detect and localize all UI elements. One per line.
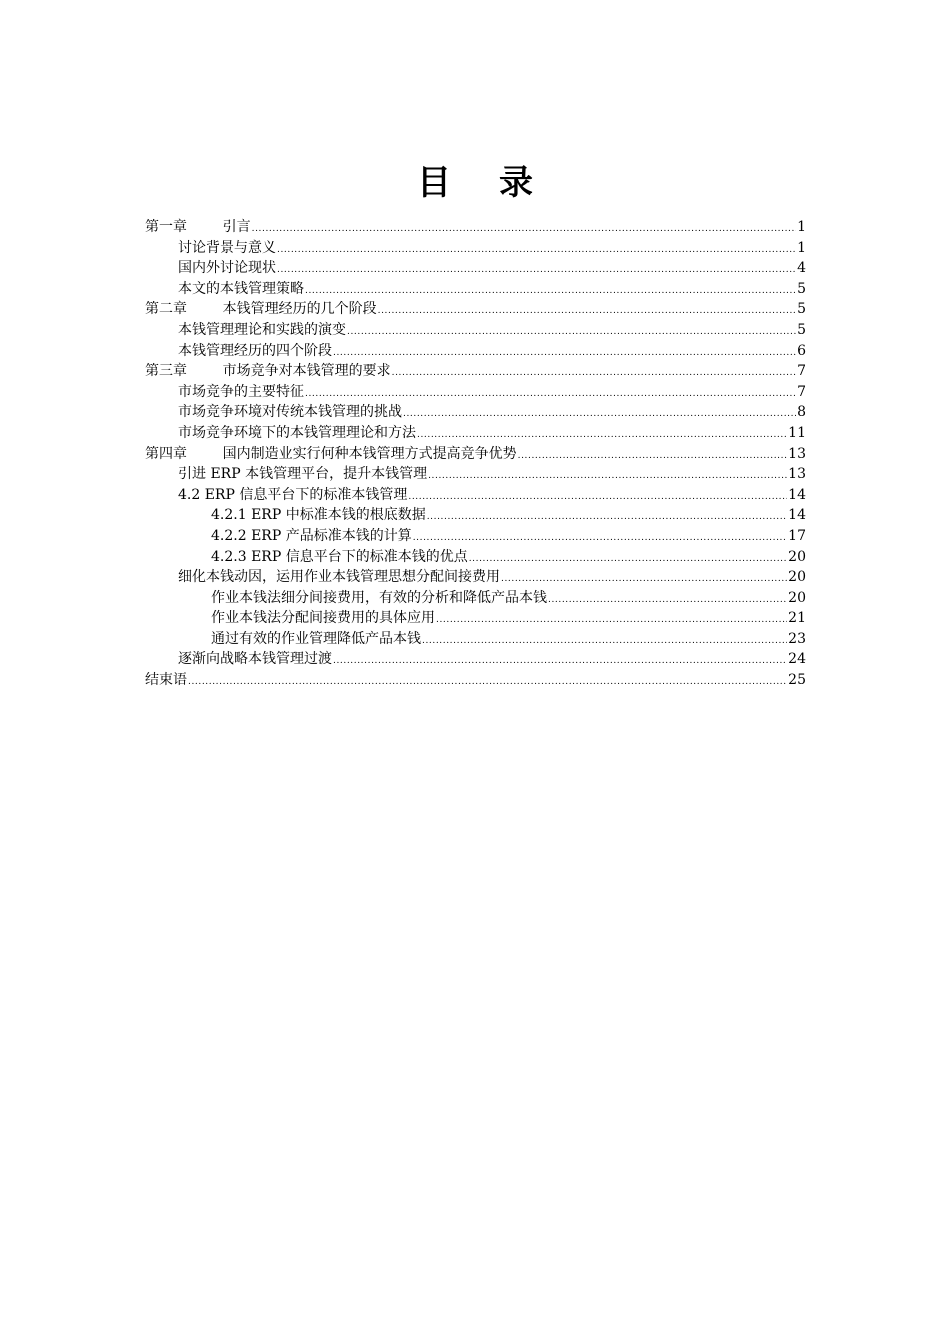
toc-section-entry[interactable] — [145, 649, 806, 670]
toc-page-number: 5 — [797, 301, 806, 318]
toc-entry-title: 逐渐向战略本钱管理过渡 — [178, 651, 332, 668]
toc-entry-title: 通过有效的作业管理降低产品本钱 — [211, 630, 421, 647]
toc-dot-leader — [417, 425, 787, 446]
toc-page-number: 13 — [788, 445, 806, 462]
toc-entry-title: 4.2.2 ERP 产品标准本钱的计算 — [211, 527, 412, 544]
toc-dot-leader — [392, 363, 796, 384]
toc-page-number: 23 — [788, 630, 806, 647]
toc-subsection-entry[interactable] — [145, 547, 806, 568]
toc-chapter-entry[interactable] — [145, 361, 806, 382]
toc-entry-title: 本钱管理经历的四个阶段 — [178, 342, 332, 359]
toc-page-number: 14 — [788, 486, 806, 503]
toc-entry-title: 国内外讨论现状 — [178, 260, 276, 277]
toc-entry-title: 引进 ERP 本钱管理平台，提升本钱管理 — [178, 466, 428, 483]
toc-page-number: 7 — [797, 363, 806, 380]
toc-page-number: 5 — [797, 280, 806, 297]
toc-dot-leader — [408, 487, 787, 508]
toc-entry-title: 作业本钱法细分间接费用，有效的分析和降低产品本钱 — [211, 589, 547, 606]
toc-page-number: 5 — [797, 321, 806, 338]
toc-entry-title: 本钱管理理论和实践的演变 — [178, 321, 346, 338]
toc-entry-title: 市场竞争环境对传统本钱管理的挑战 — [178, 404, 402, 421]
toc-dot-leader — [422, 631, 787, 652]
toc-entry-title: 第三章 市场竞争对本钱管理的要求 — [145, 363, 391, 380]
toc-page-number: 11 — [788, 424, 806, 441]
toc-subsection-entry[interactable] — [145, 608, 806, 629]
toc-entry-title: 4.2.1 ERP 中标准本钱的根底数据 — [211, 507, 426, 524]
toc-section-entry[interactable] — [145, 382, 806, 403]
toc-page-number: 8 — [797, 404, 806, 421]
toc-entry-title: 4.2 ERP 信息平台下的标准本钱管理 — [178, 486, 408, 503]
toc-entry-title: 4.2.3 ERP 信息平台下的标准本钱的优点 — [211, 548, 468, 565]
toc-page-number: 17 — [788, 527, 806, 544]
toc-dot-leader — [469, 549, 787, 570]
toc-dot-leader — [277, 260, 796, 281]
toc-subsection-entry[interactable] — [145, 629, 806, 650]
toc-dot-leader — [305, 384, 796, 405]
toc-dot-leader — [277, 240, 796, 261]
toc-dot-leader — [518, 446, 788, 467]
toc-page-number: 21 — [788, 610, 806, 627]
toc-entry-title: 市场竞争环境下的本钱管理理论和方法 — [178, 424, 416, 441]
toc-section-entry[interactable] — [145, 485, 806, 506]
toc-page-number: 20 — [788, 589, 806, 606]
toc-page-number: 6 — [797, 342, 806, 359]
toc-page-number: 4 — [797, 260, 806, 277]
toc-page-number: 7 — [797, 383, 806, 400]
toc-page-number: 14 — [788, 507, 806, 524]
toc-dot-leader — [347, 322, 796, 343]
toc-dot-leader — [501, 569, 787, 590]
toc-page-number: 13 — [788, 466, 806, 483]
toc-entry-title: 讨论背景与意义 — [178, 239, 276, 256]
toc-entry-title: 本文的本钱管理策略 — [178, 280, 304, 297]
toc-subsection-entry[interactable] — [145, 526, 806, 547]
toc-page-number: 20 — [788, 569, 806, 586]
toc-chapter-entry[interactable] — [145, 670, 806, 691]
toc-section-entry[interactable] — [145, 238, 806, 259]
toc-page-number: 24 — [788, 651, 806, 668]
toc-section-entry[interactable] — [145, 258, 806, 279]
page-title: 目录 — [417, 162, 581, 203]
toc-dot-leader — [413, 528, 787, 549]
toc-dot-leader — [428, 466, 787, 487]
toc-section-entry[interactable] — [145, 341, 806, 362]
toc-chapter-entry[interactable] — [145, 217, 806, 238]
toc-dot-leader — [188, 672, 787, 693]
toc-dot-leader — [378, 301, 796, 322]
toc-page-number: 20 — [788, 548, 806, 565]
toc-dot-leader — [436, 610, 787, 631]
toc-chapter-entry[interactable] — [145, 299, 806, 320]
toc-dot-leader — [333, 343, 796, 364]
toc-page-number: 25 — [788, 672, 806, 689]
toc-entry-title: 细化本钱动因，运用作业本钱管理思想分配间接费用 — [178, 569, 500, 586]
toc-section-entry[interactable] — [145, 279, 806, 300]
toc-entry-title: 第一章 引言 — [145, 219, 251, 235]
toc-dot-leader — [333, 651, 787, 672]
toc-dot-leader — [427, 507, 787, 528]
toc-section-entry[interactable] — [145, 423, 806, 444]
toc-entry-title: 市场竞争的主要特征 — [178, 383, 304, 400]
toc-section-entry[interactable] — [145, 402, 806, 423]
toc-page-number: 1 — [797, 239, 806, 256]
toc-entry-title: 作业本钱法分配间接费用的具体应用 — [211, 610, 435, 627]
table-of-contents — [145, 217, 806, 691]
toc-section-entry[interactable] — [145, 464, 806, 485]
toc-subsection-entry[interactable] — [145, 588, 806, 609]
toc-section-entry[interactable] — [145, 567, 806, 588]
toc-section-entry[interactable] — [145, 320, 806, 341]
toc-page-number: 1 — [797, 219, 806, 235]
toc-entry-title: 第四章 国内制造业实行何种本钱管理方式提高竞争优势 — [145, 445, 517, 462]
toc-dot-leader — [305, 281, 796, 302]
toc-entry-title: 第二章 本钱管理经历的几个阶段 — [145, 301, 377, 318]
toc-dot-leader — [403, 404, 796, 425]
toc-entry-title: 结束语 — [145, 672, 187, 689]
toc-dot-leader — [548, 590, 787, 611]
toc-subsection-entry[interactable] — [145, 505, 806, 526]
toc-dot-leader — [252, 219, 796, 240]
toc-chapter-entry[interactable] — [145, 444, 806, 465]
